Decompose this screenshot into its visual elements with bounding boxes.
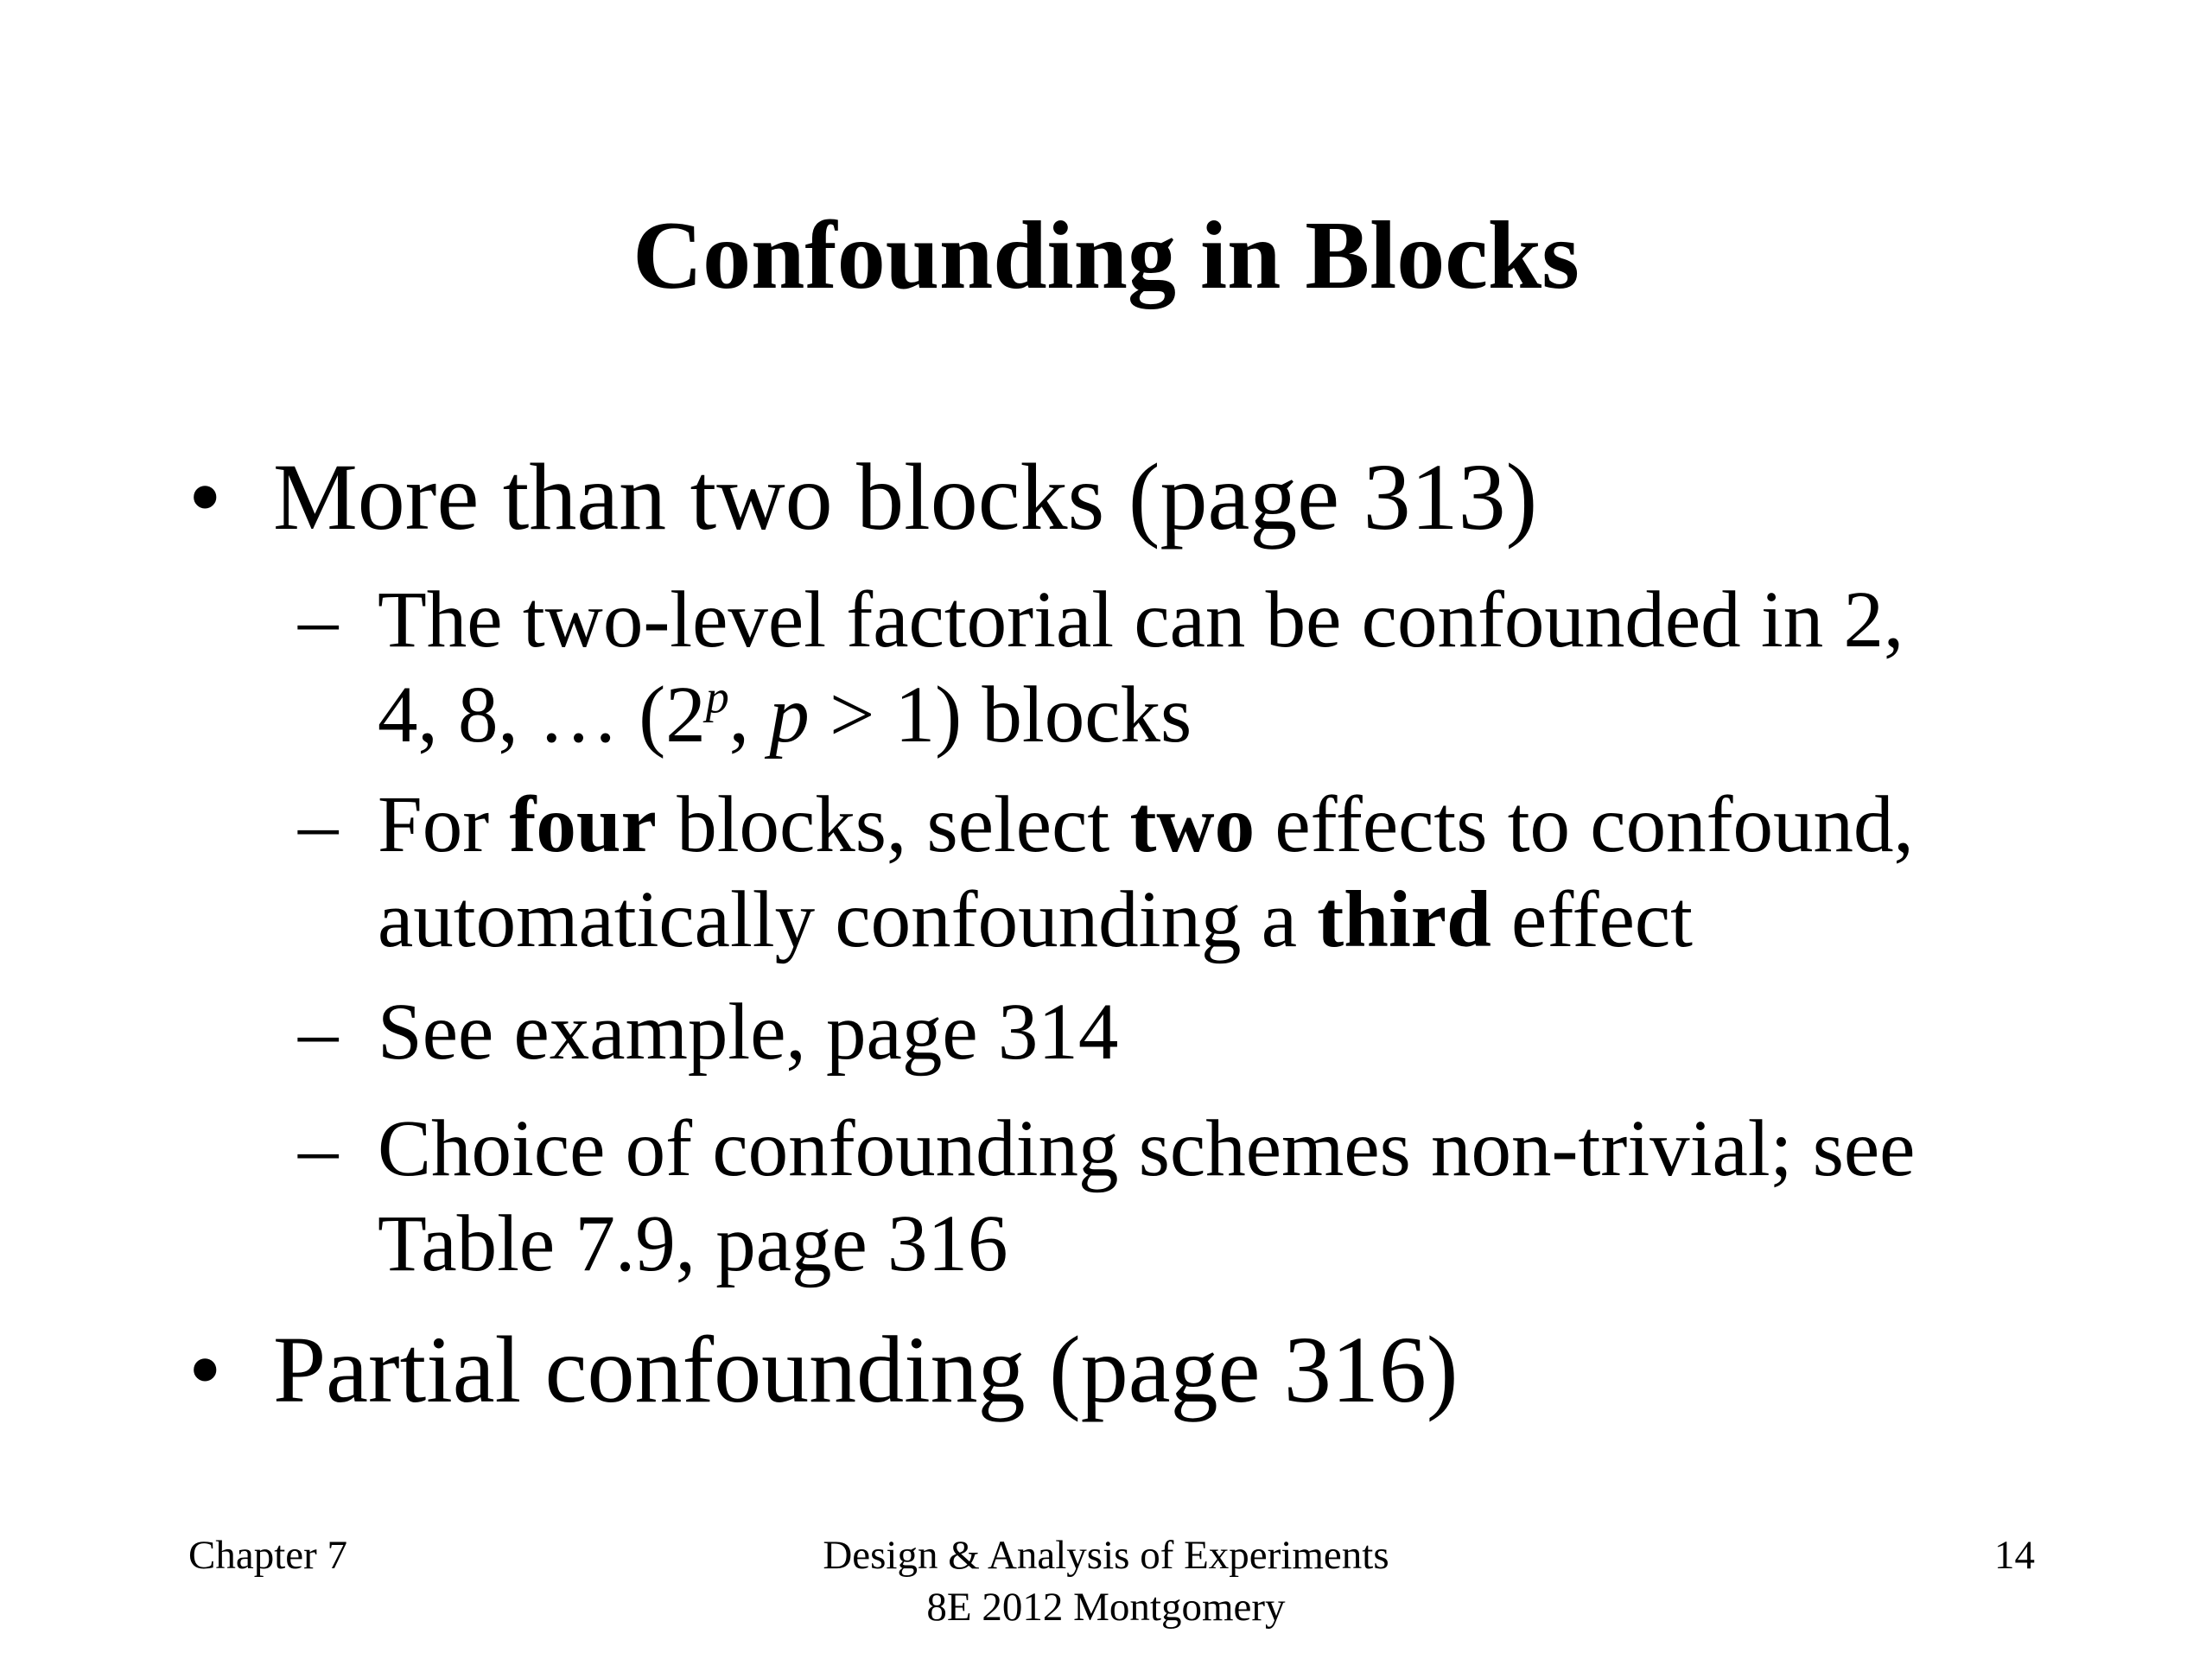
- sub-bullet-line: [378, 873, 1914, 968]
- text-run: blocks, select: [656, 780, 1130, 869]
- sub-bullet-line: [378, 778, 1914, 873]
- text-run: automatically confounding a: [378, 875, 1318, 964]
- footer-course-line: Design & Analysis of Experiments: [823, 1533, 1389, 1578]
- sub-bullet-dash: –: [298, 575, 339, 664]
- sub-bullet-text: [378, 985, 1118, 1080]
- text-run: For: [378, 780, 510, 869]
- sub-bullet-line: [378, 668, 1904, 763]
- footer-course-line: 8E 2012 Montgomery: [926, 1585, 1286, 1630]
- sub-bullet-line: See example, page 314: [378, 988, 1119, 1077]
- bullet-marker: •: [188, 1317, 222, 1422]
- footer-course-title: [0, 1529, 2212, 1633]
- sub-bullet-line: Choice of confounding schemes non-trivial; see: [378, 1104, 1916, 1193]
- superscript-p: p: [705, 671, 729, 723]
- sub-bullet-text: [378, 573, 1904, 763]
- bullet-marker: •: [188, 444, 222, 550]
- bold-two: two: [1129, 780, 1255, 869]
- sub-bullet-line: Table 7.9, page 316: [378, 1199, 1008, 1288]
- footer-page-number: 14: [1994, 1533, 2035, 1578]
- bullet-text: Partial confounding (page 316): [273, 1317, 1459, 1422]
- slide-title: Confounding in Blocks: [632, 202, 1580, 309]
- text-run: 4, 8, … (2: [378, 671, 706, 760]
- sub-bullet-dash: –: [298, 780, 339, 869]
- italic-p: p: [769, 671, 810, 760]
- bullet-text: More than two blocks (page 313): [273, 444, 1538, 550]
- sub-bullet-dash: –: [298, 988, 339, 1077]
- text-run: ,: [728, 671, 770, 760]
- sub-bullet-text: [378, 1102, 1915, 1292]
- sub-bullet-line: The two-level factorial can be confounded in 2,: [378, 575, 1904, 664]
- bold-four: four: [509, 780, 657, 869]
- bold-third: third: [1317, 875, 1491, 964]
- text-run: effects to confound,: [1255, 780, 1914, 869]
- text-run: effect: [1491, 875, 1693, 964]
- sub-bullet-text: [378, 778, 1914, 968]
- text-run: > 1) blocks: [809, 671, 1192, 760]
- footer-chapter: Chapter 7: [188, 1533, 348, 1578]
- sub-bullet-dash: –: [298, 1104, 339, 1193]
